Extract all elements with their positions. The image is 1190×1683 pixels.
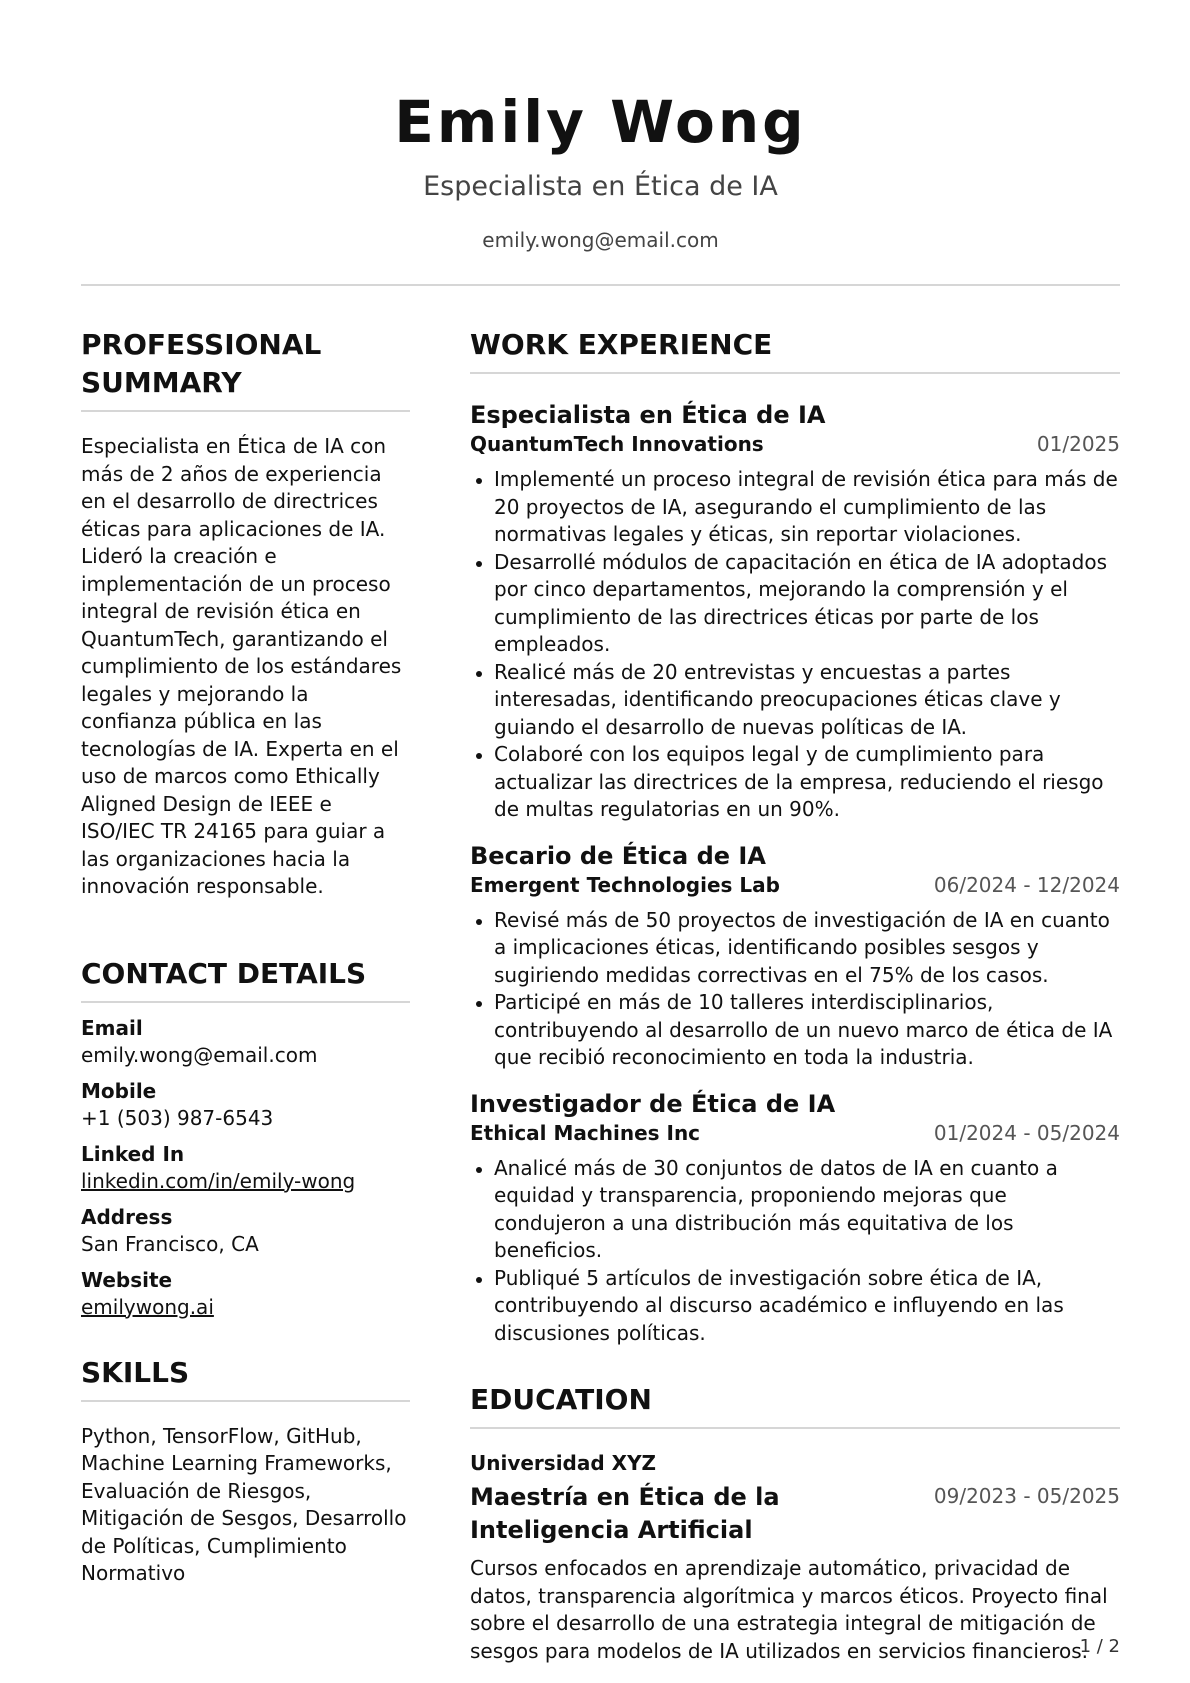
company-name: Ethical Machines Inc <box>470 1120 701 1145</box>
header-email: emily.wong@email.com <box>482 228 719 252</box>
contact-label: Mobile <box>81 1078 157 1103</box>
job-title: Especialista en Ética de IA <box>470 401 826 429</box>
job-date: 01/2024 - 05/2024 <box>933 1120 1120 1145</box>
job-meta <box>470 871 1120 899</box>
website-link[interactable]: emilywong.ai <box>81 1294 214 1319</box>
job-bullets <box>470 907 1120 1072</box>
contact-mobile <box>81 1078 410 1132</box>
contact-label: Address <box>81 1204 173 1229</box>
job-title: Investigador de Ética de IA <box>470 1089 836 1118</box>
company-name: Emergent Technologies Lab <box>470 872 780 897</box>
job-bullets <box>470 1155 1120 1348</box>
bullet-item: Implementé un proceso integral de revisión ética para más de 20 proyectos de IA, asegurando el cumplimiento de las normativas legales y éticas, sin reportar violaciones. <box>470 466 1120 549</box>
job-date: 01/2025 <box>1036 432 1120 456</box>
contact-section <box>81 955 410 1321</box>
job-meta <box>470 430 1120 458</box>
bullet-item: Publiqué 5 artículos de investigación sobre ética de IA, contribuyendo al discurso académico e influyendo en las discusiones políticas. <box>470 1265 1120 1348</box>
section-divider <box>81 410 410 412</box>
section-divider <box>470 372 1120 374</box>
summary-section <box>81 326 410 901</box>
header-divider <box>81 284 1120 286</box>
contact-list <box>81 1015 410 1321</box>
contact-website <box>81 1267 410 1321</box>
candidate-name: Emily Wong <box>394 88 807 156</box>
education-meta <box>470 1481 1120 1547</box>
contact-address <box>81 1204 410 1258</box>
bullet-item: Revisé más de 50 proyectos de investigación de IA en cuanto a implicaciones éticas, identificando posibles sesgos y sugiriendo medidas correctivas en el 75% de los casos. <box>470 907 1120 990</box>
job-bullets <box>470 466 1120 824</box>
bullet-item: Desarrollé módulos de capacitación en ética de IA adoptados por cinco departamentos, mejorando la comprensión y el cumplimiento de las directrices éticas por parte de los empleados. <box>470 549 1120 659</box>
job-title: Becario de Ética de IA <box>470 841 766 870</box>
section-divider <box>470 1427 1120 1429</box>
section-divider <box>81 1001 410 1003</box>
job-entry <box>470 841 1120 1072</box>
candidate-title: Especialista en Ética de IA <box>423 171 778 202</box>
job-entry <box>470 1089 1120 1348</box>
contact-label: Email <box>81 1015 143 1040</box>
work-heading: WORK EXPERIENCE <box>470 328 773 361</box>
contact-heading: CONTACT DETAILS <box>81 956 367 990</box>
skills-text: Python, TensorFlow, GitHub, Machine Learning Frameworks, Evaluación de Riesgos, Mitigación de Sesgos, Desarrollo de Políticas, Cumplimiento Normativo <box>81 1423 407 1585</box>
right-column <box>470 326 1120 1665</box>
bullet-item: Analicé más de 30 conjuntos de datos de IA en cuanto a equidad y transparencia, proponiendo mejoras que condujeron a una distribución más equitativa de los beneficios. <box>470 1155 1120 1265</box>
contact-value: San Francisco, CA <box>81 1231 259 1256</box>
page-number: 1 / 2 <box>1079 1636 1120 1657</box>
contact-label: Linked In <box>81 1141 185 1166</box>
contact-value: +1 (503) 987-6543 <box>81 1105 274 1130</box>
degree-title: Maestría en Ética de la Inteligencia Artificial <box>470 1483 780 1544</box>
education-description: Cursos enfocados en aprendizaje automático, privacidad de datos, transparencia algorítmica y marcos éticos. Proyecto final sobre el desarrollo de una estrategia integral de mitigación de sesgos para modelos de IA utilizados en servicios financieros. <box>470 1556 1108 1663</box>
skills-heading: SKILLS <box>81 1355 190 1389</box>
job-meta <box>470 1119 1120 1147</box>
contact-value: emily.wong@email.com <box>81 1042 318 1067</box>
summary-text: Especialista en Ética de IA con más de 2 años de experiencia en el desarrollo de directrices éticas para aplicaciones de IA. Lideró la creación e implementación de un proceso integral de revisión ética en QuantumTech, garantizando el cumplimiento de los estándares legales y mejorando la confianza pública en las tecnologías de IA. Experta en el uso de marcos como Ethically Aligned Design de IEEE e ISO/IEC TR 24165 para guiar a las organizaciones hacia la innovación responsable. <box>81 434 402 898</box>
left-column <box>81 326 410 1588</box>
company-name: QuantumTech Innovations <box>470 432 764 456</box>
work-section <box>470 326 1120 1347</box>
job-entry <box>470 400 1120 824</box>
contact-label: Website <box>81 1267 173 1292</box>
school-name: Universidad XYZ <box>470 1451 657 1475</box>
bullet-item: Colaboré con los equipos legal y de cumplimiento para actualizar las directrices de la empresa, reduciendo el riesgo de multas regulatorias en un 90%. <box>470 741 1120 824</box>
contact-email <box>81 1015 410 1069</box>
education-heading: EDUCATION <box>470 1383 652 1416</box>
bullet-item: Realicé más de 20 entrevistas y encuestas a partes interesadas, identificando preocupaciones éticas clave y guiando el desarrollo de nuevas políticas de IA. <box>470 659 1120 742</box>
education-date: 09/2023 - 05/2025 <box>933 1484 1120 1508</box>
bullet-item: Participé en más de 10 talleres interdisciplinarios, contribuyendo al desarrollo de un nuevo marco de ética de IA que recibió reconocimiento en toda la industria. <box>470 989 1120 1072</box>
education-section <box>470 1381 1120 1665</box>
section-divider <box>81 1400 410 1402</box>
linkedin-link[interactable]: linkedin.com/in/emily-wong <box>81 1168 356 1193</box>
summary-heading: PROFESSIONAL SUMMARY <box>81 328 322 399</box>
contact-linkedin <box>81 1141 410 1195</box>
job-date: 06/2024 - 12/2024 <box>933 872 1120 897</box>
skills-section <box>81 1354 410 1588</box>
